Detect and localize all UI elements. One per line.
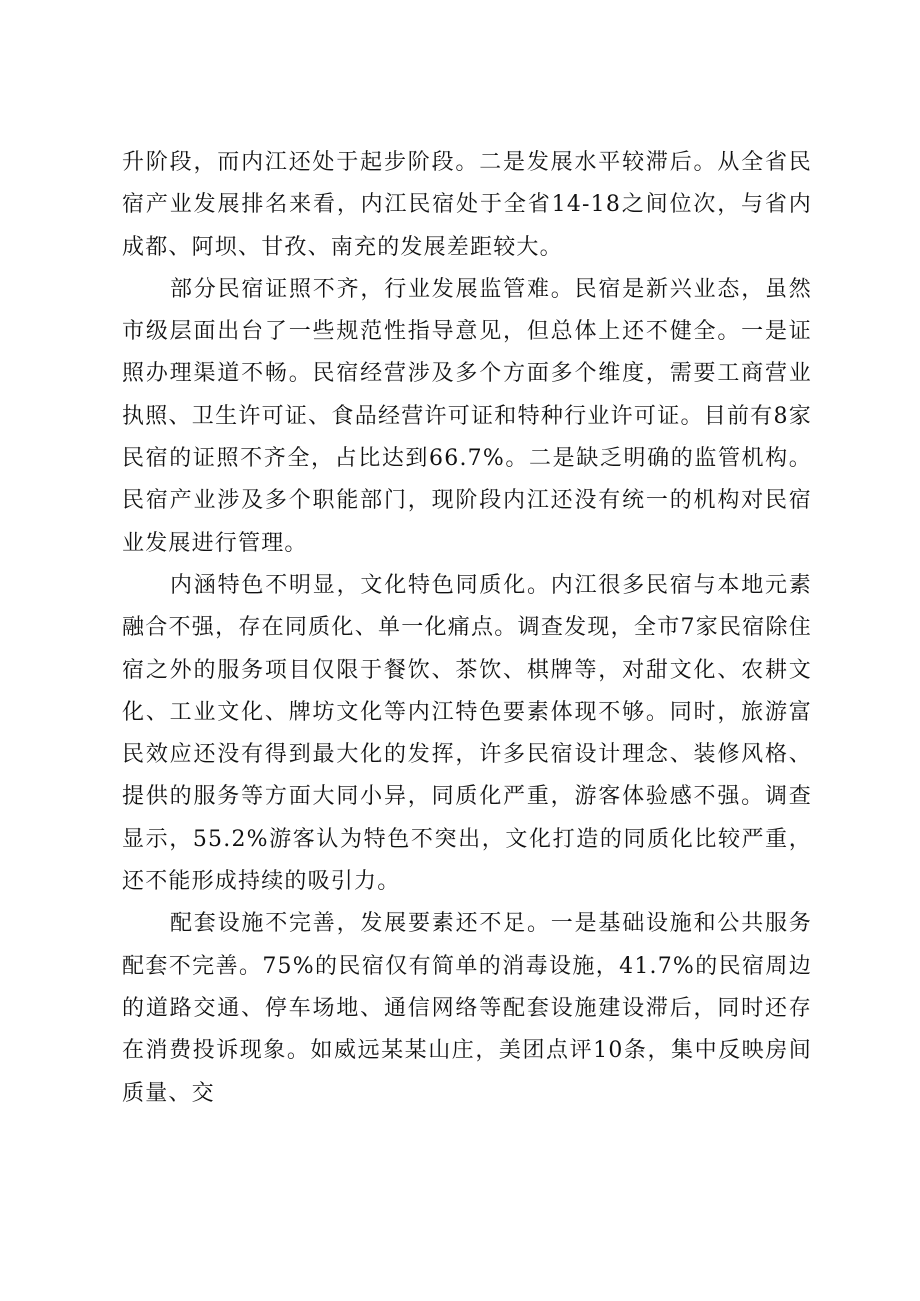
paragraph-continued: 升阶段，而内江还处于起步阶段。二是发展水平较滞后。从全省民宿产业发展排名来看，内江民宿处于全省14-18之间位次，与省内成都、阿坝、甘孜、南充的发展差距较大。	[122, 150, 812, 260]
paragraph-culture: 内涵特色不明显，文化特色同质化。内江很多民宿与本地元素融合不强，存在同质化、单一化痛点。调查发现，全市7家民宿除住宿之外的服务项目仅限于餐饮、茶饮、棋牌等，对甜文化、农耕文化、工业文化、牌坊文化等内江特色要素体现不够。同时，旅游富民效应还没有得到最大化的发挥，许多民宿设计理念、装修风格、提供的服务等方面大同小异，同质化严重，游客体验感不强。调查显示，55.2%游客认为特色不突出，文化打造的同质化比较严重，还不能形成持续的吸引力。	[122, 572, 812, 895]
paragraph-facilities: 配套设施不完善，发展要素还不足。一是基础设施和公共服务配套不完善。75%的民宿仅有简单的消毒设施，41.7%的民宿周边的道路交通、停车场地、通信网络等配套设施建设滞后，同时还存在消费投诉现象。如威远某某山庄，美团点评10条，集中反映房间质量、交	[122, 911, 812, 1106]
document-body	[122, 142, 812, 1115]
paragraph-licensing: 部分民宿证照不齐，行业发展监管难。民宿是新兴业态，虽然市级层面出台了一些规范性指导意见，但总体上还不健全。一是证照办理渠道不畅。民宿经营涉及多个方面多个维度，需要工商营业执照、卫生许可证、食品经营许可证和特种行业许可证。目前有8家民宿的证照不齐全，占比达到66.7%。二是缺乏明确的监管机构。民宿产业涉及多个职能部门，现阶段内江还没有统一的机构对民宿业发展进行管理。	[122, 276, 812, 556]
